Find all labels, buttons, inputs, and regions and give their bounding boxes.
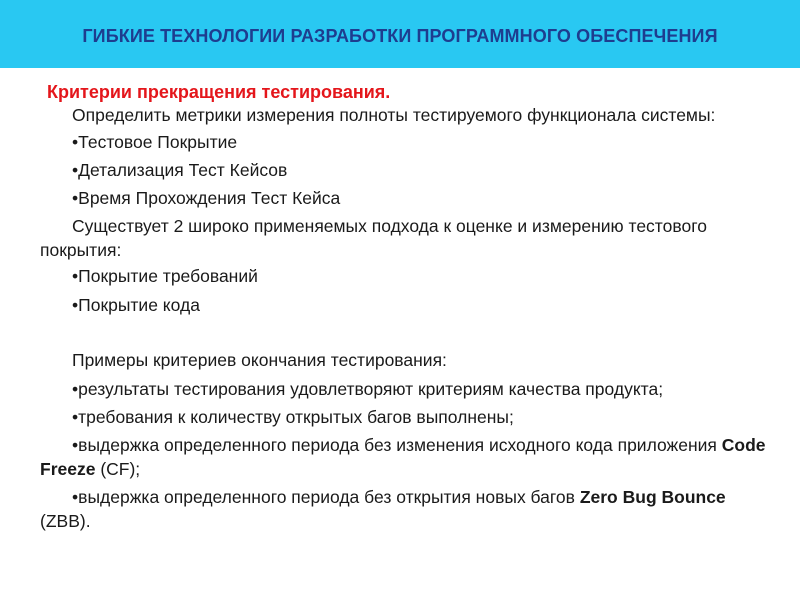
metric-item: Детализация Тест Кейсов: [78, 160, 288, 180]
bullet-mark: •: [72, 160, 79, 180]
list-item: [72, 377, 663, 401]
bullet-mark: •: [72, 266, 79, 286]
example-item: выдержка определенного периода без открытия новых багов: [78, 487, 575, 507]
examples-intro: Примеры критериев окончания тестирования:: [72, 350, 447, 370]
list-item: [72, 186, 340, 210]
zero-bug-bounce-term: Zero Bug Bounce: [579, 487, 726, 507]
example-item: результаты тестирования удовлетворяют критериям качества продукта;: [78, 379, 664, 399]
list-item: [40, 433, 790, 481]
coverage-item: Покрытие требований: [78, 266, 258, 286]
bullet-mark: •: [72, 379, 79, 399]
metric-item: Время Прохождения Тест Кейса: [78, 188, 341, 208]
list-item: [72, 264, 258, 288]
bullet-mark: •: [72, 487, 79, 507]
example-item: требования к количеству открытых багов выполнены;: [78, 407, 514, 427]
code-freeze-term: Code Freeze: [40, 435, 766, 479]
list-item: [72, 405, 514, 429]
bullet-mark: •: [72, 407, 79, 427]
slide-subtitle: Критерии прекращения тестирования.: [47, 82, 391, 102]
bullet-mark: •: [72, 188, 79, 208]
coverage-intro: Существует 2 широко применяемых подхода к оценке и измерению тестового покрытия:: [40, 216, 707, 260]
coverage-item: Покрытие кода: [78, 295, 200, 315]
metric-item: Тестовое Покрытие: [78, 132, 238, 152]
list-item: [72, 130, 237, 154]
bullet-mark: •: [72, 295, 79, 315]
metrics-intro: Определить метрики измерения полноты тестируемого функционала системы:: [72, 105, 716, 125]
example-item: выдержка определенного периода без изменения исходного кода приложения: [78, 435, 717, 455]
list-item: [72, 293, 200, 317]
example-suffix: (CF);: [95, 459, 141, 479]
example-suffix: (ZBB).: [40, 511, 91, 531]
list-item: [72, 158, 287, 182]
bullet-mark: •: [72, 435, 79, 455]
bullet-mark: •: [72, 132, 79, 152]
header-title: ГИБКИЕ ТЕХНОЛОГИИ РАЗРАБОТКИ ПРОГРАММНОГО ОБЕСПЕЧЕНИЯ: [82, 25, 718, 46]
list-item: [40, 485, 760, 533]
